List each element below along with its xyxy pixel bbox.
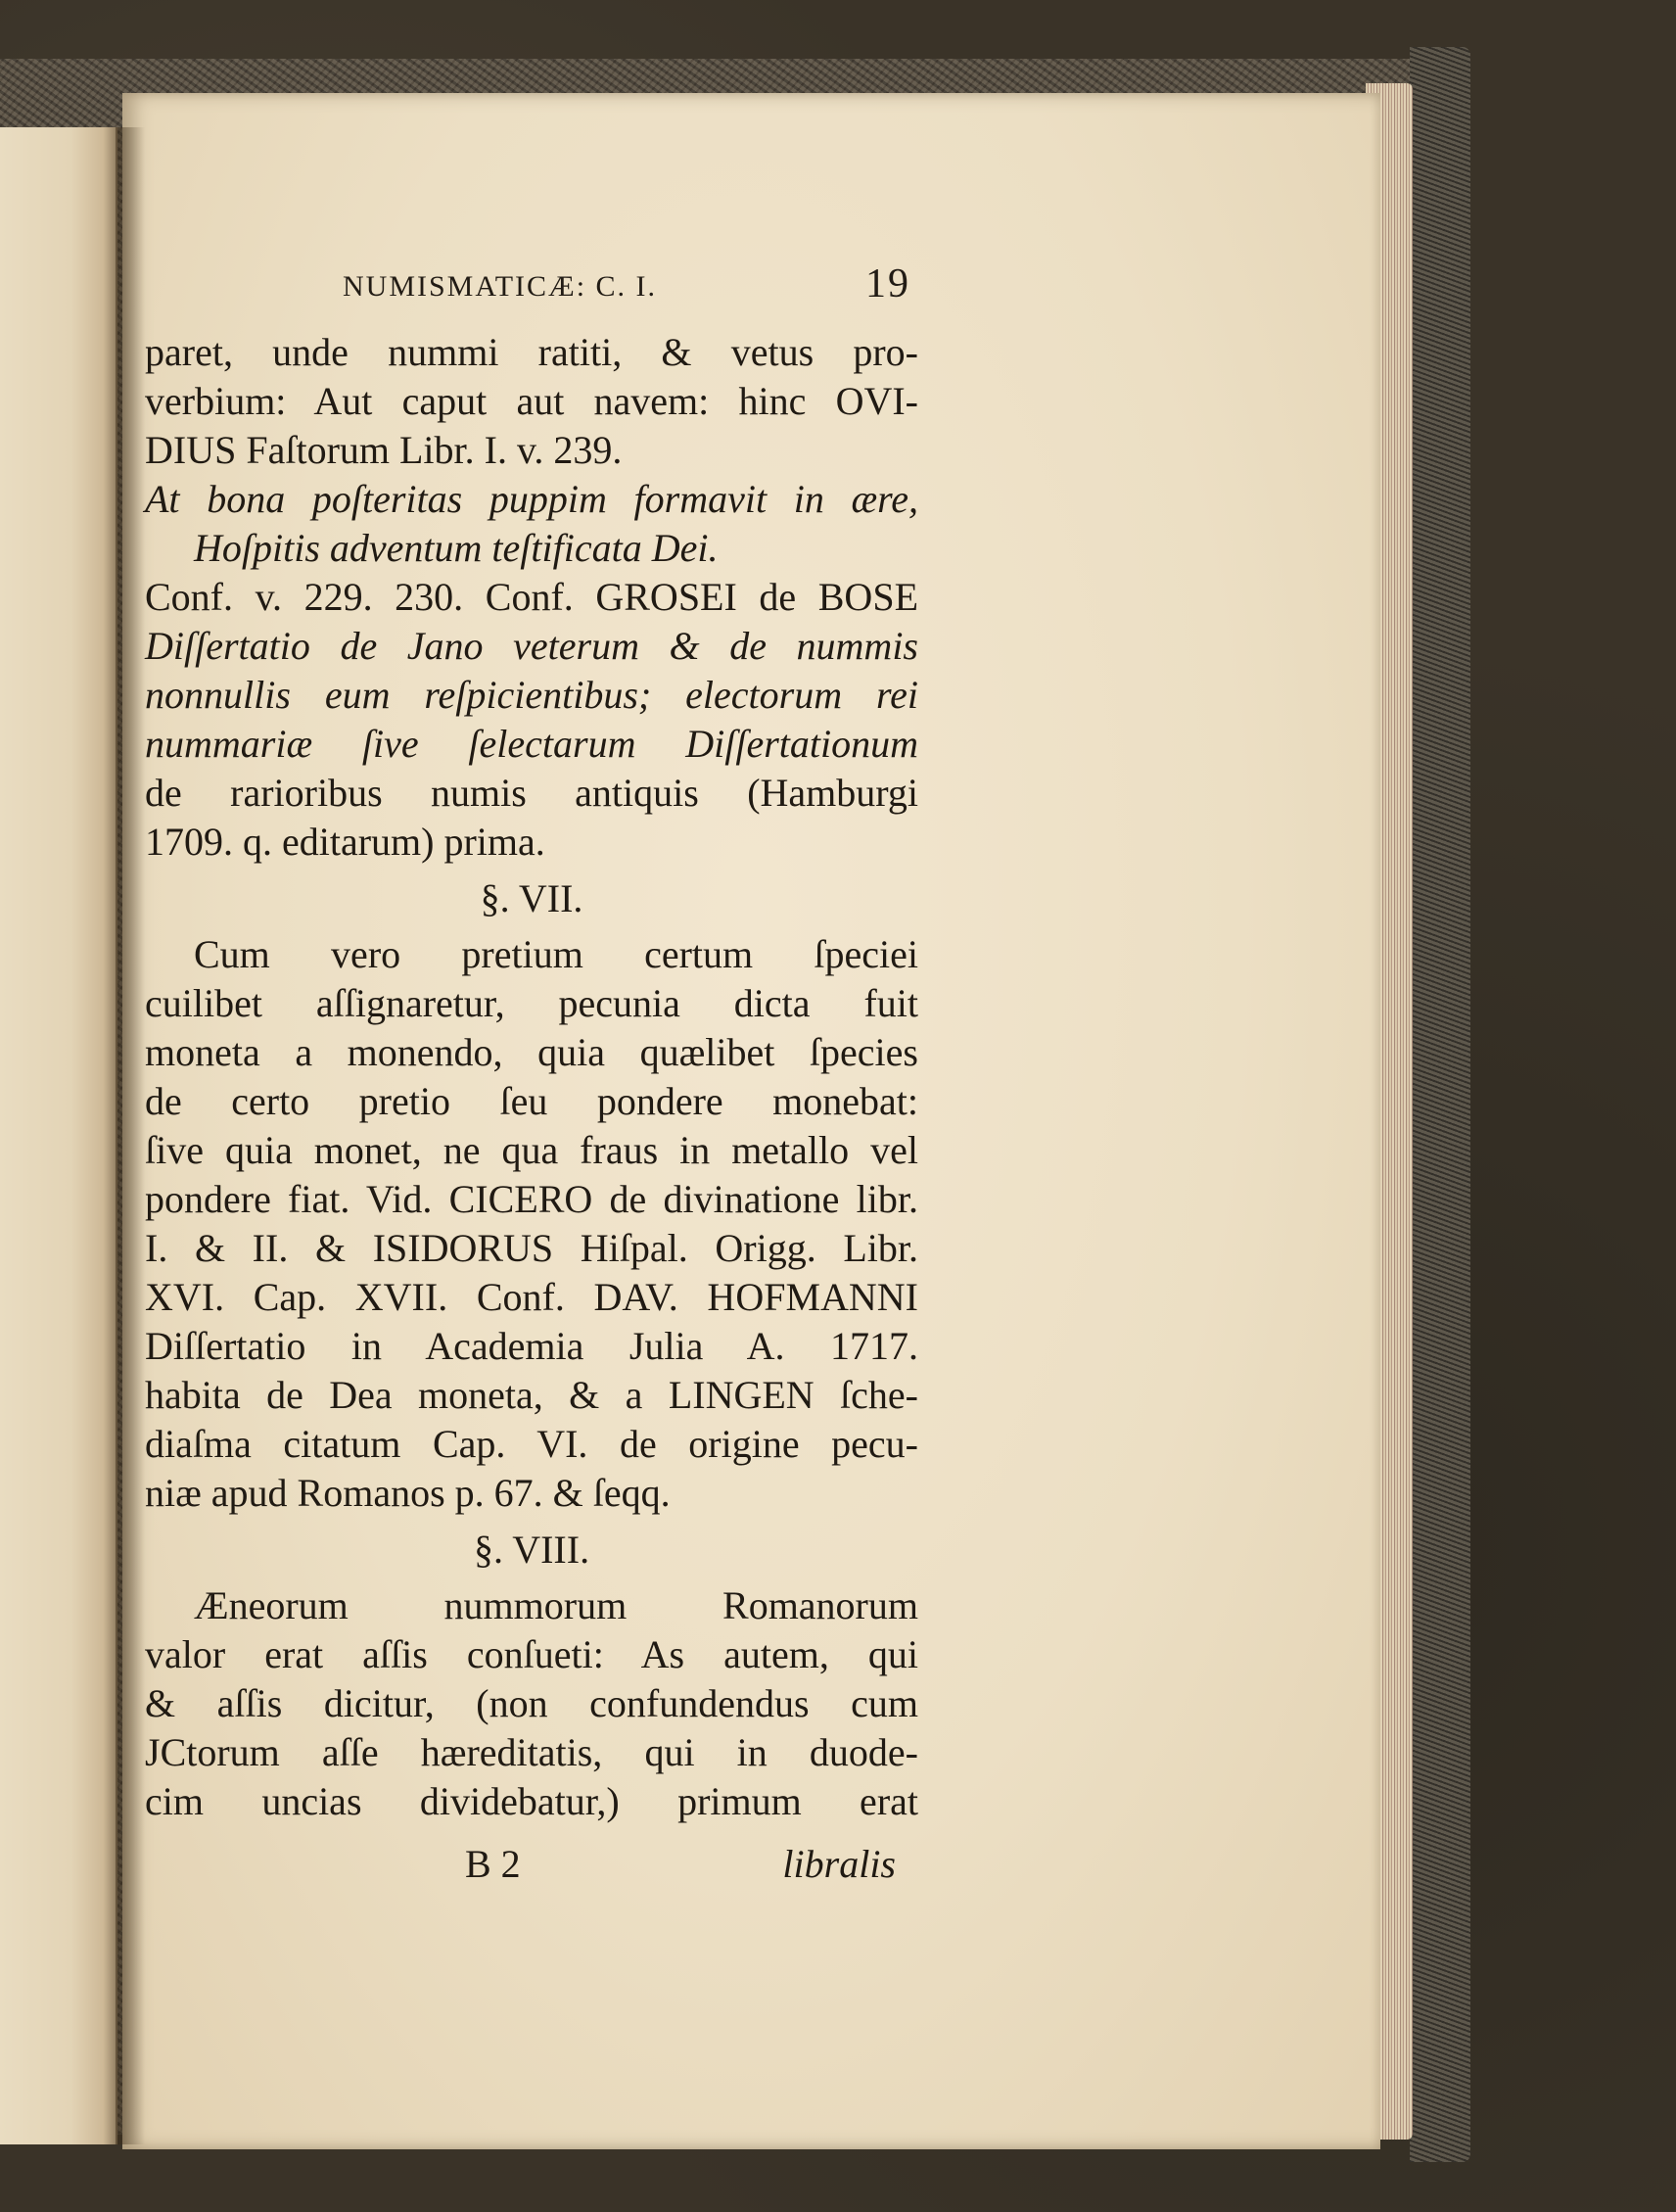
text-line: valor erat aſſis conſueti: As autem, qui [145, 1632, 918, 1676]
text-line: paret, unde nummi ratiti, & vetus pro- [145, 330, 918, 374]
running-title: NUMISMATICÆ: C. I. [343, 270, 658, 303]
running-header [343, 261, 910, 313]
text-line: nummariæ ſive ſelectarum Diſſertationum [145, 722, 918, 766]
text-line: diaſma citatum Cap. VI. de origine pecu- [145, 1422, 918, 1466]
verse-line: At bona poſteritas puppim formavit in ære, [145, 477, 918, 521]
text-line: niæ apud Romanos p. 67. & ſeqq. [145, 1471, 671, 1515]
text-line: de rarioribus numis antiquis (Hamburgi [145, 771, 918, 815]
text-line: Diſſertatio in Academia Julia A. 1717. [145, 1324, 918, 1368]
text-line: I. & II. & ISIDORUS Hiſpal. Origg. Libr. [145, 1226, 918, 1270]
section-heading: §. VIII. [473, 1528, 590, 1572]
text-line: 1709. q. editarum) prima. [145, 820, 545, 864]
text-line: nonnullis eum reſpicientibus; electorum rei [145, 673, 918, 717]
page-footer [465, 1841, 896, 1890]
page-number: 19 [865, 261, 910, 306]
text-line: habita de Dea moneta, & a LINGEN ſche- [145, 1373, 918, 1417]
text-line: Diſſertatio de Jano veterum & de nummis [145, 624, 918, 668]
text-line: cuilibet aſſignaretur, pecunia dicta fuit [145, 981, 918, 1025]
text-line: XVI. Cap. XVII. Conf. DAV. HOFMANNI [145, 1275, 918, 1319]
section-heading: §. VII. [480, 876, 583, 920]
catchword: libralis [782, 1842, 896, 1886]
text-line: Cum vero pretium certum ſpeciei [194, 932, 918, 976]
text-line: DIUS Faſtorum Libr. I. v. 239. [145, 428, 623, 472]
verse-line: Hoſpitis adventum teſtificata Dei. [194, 526, 719, 570]
text-line: moneta a monendo, quia quælibet ſpecies [145, 1030, 918, 1074]
gutter-shadow [116, 127, 145, 2144]
text-line: pondere fiat. Vid. CICERO de divinatione libr. [145, 1177, 918, 1221]
text-line: JCtorum aſſe hæreditatis, qui in duode- [145, 1730, 918, 1774]
text-line: & aſſis dicitur, (non confundendus cum [145, 1681, 918, 1725]
text-line: Conf. v. 229. 230. Conf. GROSEI de BOSE [145, 575, 918, 619]
cover-edge [1410, 47, 1470, 2162]
text-line: Æneorum nummorum Romanorum [194, 1583, 918, 1627]
facing-page-edge [0, 127, 117, 2144]
text-line: cim uncias dividebatur,) primum erat [145, 1779, 918, 1823]
signature-mark: B 2 [465, 1842, 521, 1886]
text-line: de certo pretio ſeu pondere monebat: [145, 1079, 918, 1123]
text-line: ſive quia monet, ne qua fraus in metallo vel [145, 1128, 918, 1172]
text-line: verbium: Aut caput aut navem: hinc OVI- [145, 379, 918, 423]
